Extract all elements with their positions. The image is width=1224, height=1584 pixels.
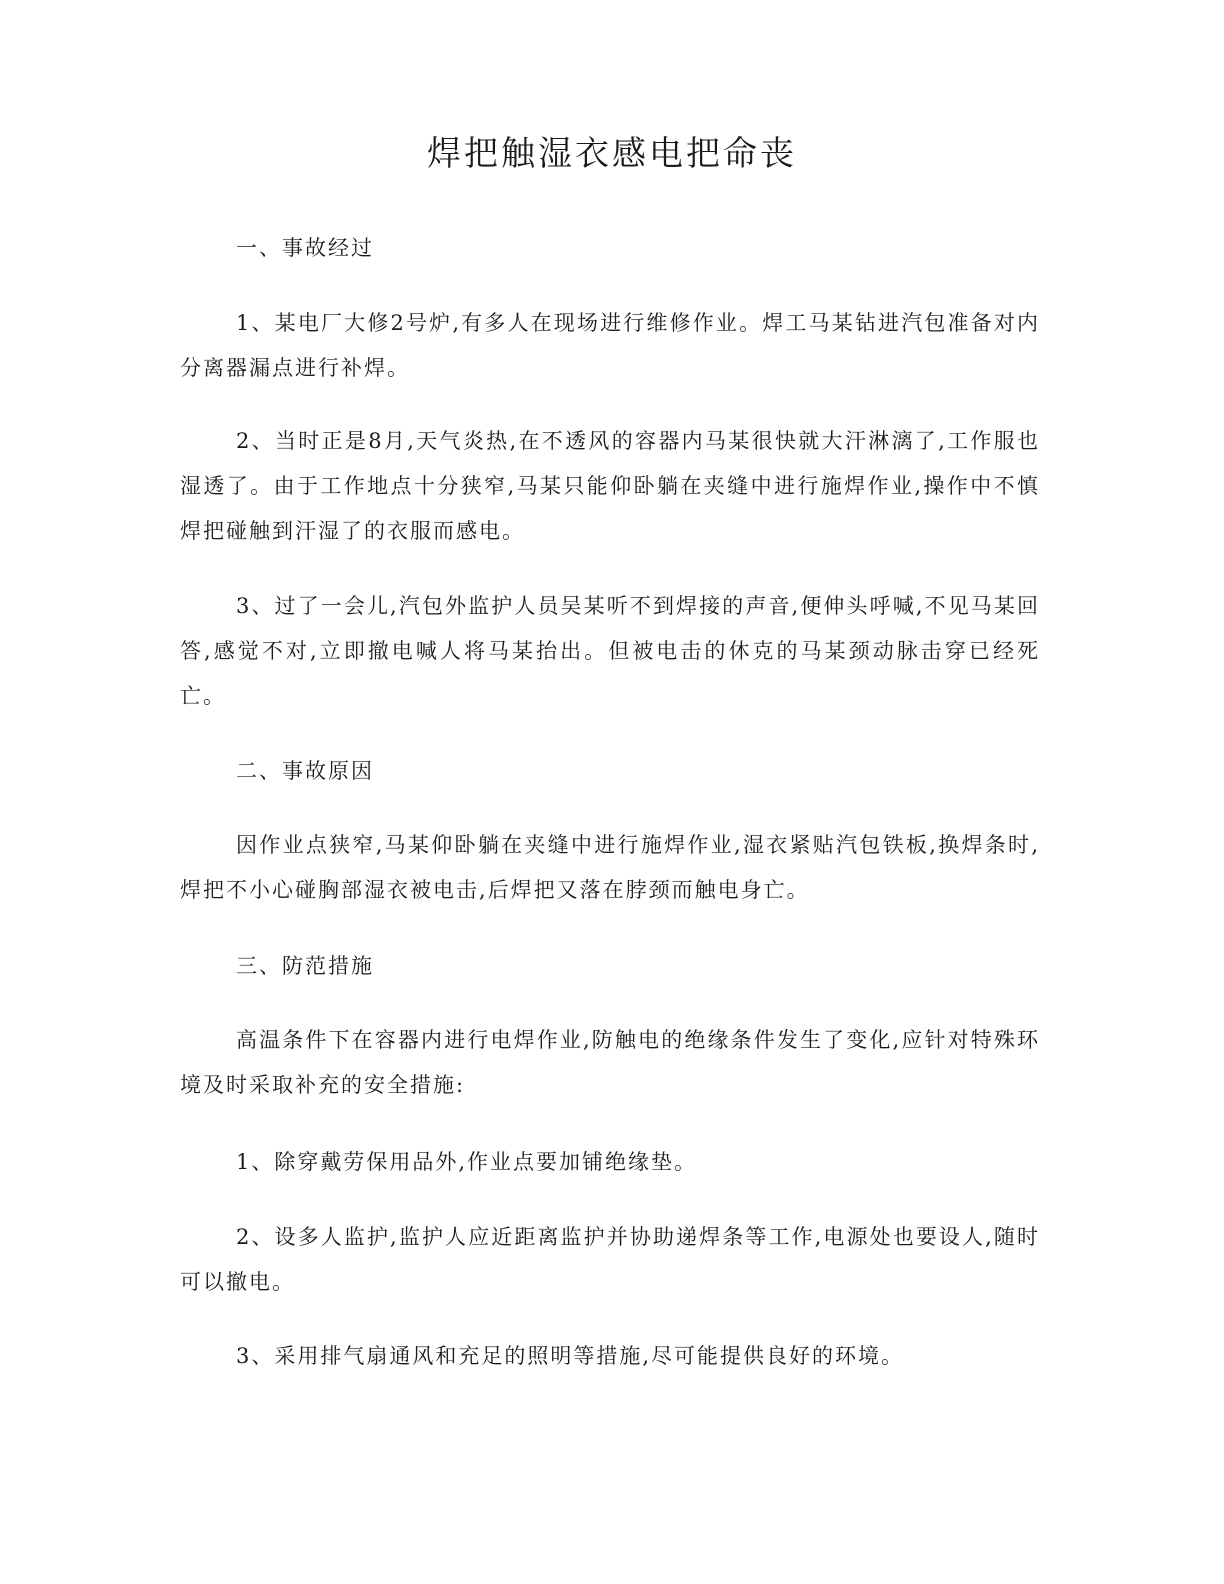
section-heading-accident-process: 一、事故经过 [236, 236, 374, 260]
paragraph-prevention-1: 1、除穿戴劳保用品外,作业点要加铺绝缘垫。 [236, 1150, 698, 1174]
paragraph-accident-3: 3、过了一会儿,汽包外监护人员吴某听不到焊接的声音,便伸头呼喊,不见马某回答,感觉不对,立即撤电喊人将马某抬出。但被电击的休克的马某颈动脉击穿已经死亡。 [180, 594, 1040, 708]
page-title: 焊把触湿衣感电把命丧 [427, 134, 797, 174]
paragraph-prevention-intro: 高温条件下在容器内进行电焊作业,防触电的绝缘条件发生了变化,应针对特殊环境及时采取补充的安全措施: [180, 1028, 1040, 1097]
paragraph-prevention-3: 3、采用排气扇通风和充足的照明等措施,尽可能提供良好的环境。 [236, 1344, 905, 1368]
paragraph-cause: 因作业点狭窄,马某仰卧躺在夹缝中进行施焊作业,湿衣紧贴汽包铁板,换焊条时,焊把不小心碰胸部湿衣被电击,后焊把又落在脖颈而触电身亡。 [180, 833, 1040, 902]
paragraph-accident-2: 2、当时正是8月,天气炎热,在不透风的容器内马某很快就大汗淋漓了,工作服也湿透了。由于工作地点十分狭窄,马某只能仰卧躺在夹缝中进行施焊作业,操作中不慎焊把碰触到汗湿了的衣服而感电。 [180, 429, 1040, 543]
section-heading-accident-cause: 二、事故原因 [236, 759, 374, 783]
paragraph-prevention-2: 2、设多人监护,监护人应近距离监护并协助递焊条等工作,电源处也要设人,随时可以撤电。 [180, 1225, 1040, 1294]
paragraph-accident-1: 1、某电厂大修2号炉,有多人在现场进行维修作业。焊工马某钻进汽包准备对内分离器漏点进行补焊。 [180, 311, 1040, 380]
section-heading-prevention: 三、防范措施 [236, 954, 374, 978]
